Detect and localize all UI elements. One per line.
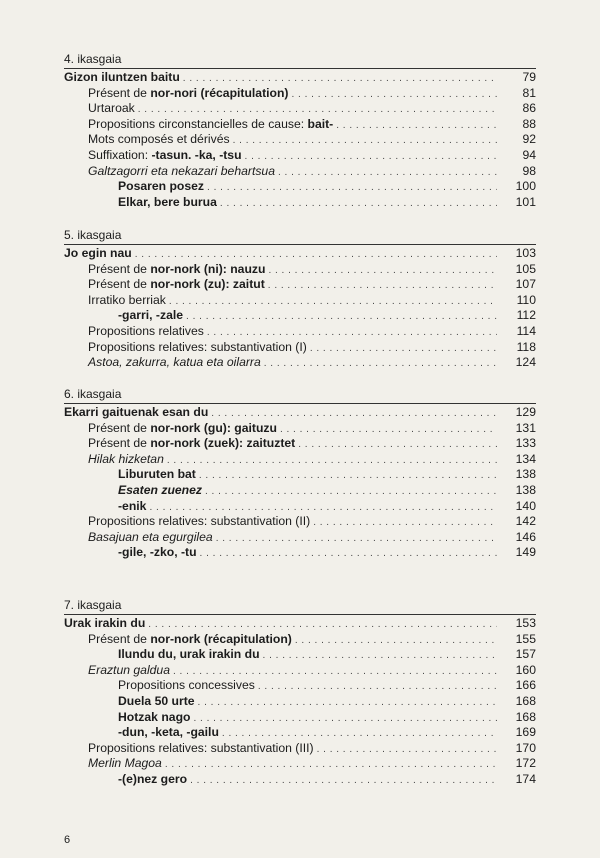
toc-page-number: 118 — [516, 339, 536, 354]
leader-dots — [233, 133, 497, 149]
toc-entry-text — [88, 421, 277, 437]
toc-page-number: 168 — [515, 709, 536, 724]
toc-lesson-title-row — [64, 244, 536, 262]
leader-dots — [295, 633, 497, 649]
toc-page-number: 153 — [515, 616, 536, 630]
leader-dots — [200, 546, 497, 562]
toc-section-5 — [64, 228, 536, 371]
toc-page-number: 134 — [515, 451, 536, 466]
toc-entry-text-part: Eraztun galdua — [88, 662, 170, 677]
toc-entry-row — [64, 355, 536, 371]
toc-lesson-title-row — [64, 68, 536, 86]
toc-entry-text — [88, 514, 310, 530]
leader-dots — [310, 341, 497, 357]
toc-entry-text — [64, 405, 208, 421]
toc-entry-row — [64, 164, 536, 180]
leader-dots — [169, 294, 497, 310]
toc-entry-row — [64, 710, 536, 726]
leader-dots — [149, 500, 497, 516]
toc-page-number: 110 — [516, 292, 536, 307]
toc-entry-text-part: nor-nork (récapitulation) — [150, 631, 292, 646]
toc-entry-row — [64, 647, 536, 663]
toc-entry-row — [64, 678, 536, 694]
toc-entry-text-part: Propositions relatives: substantivation (I) — [88, 339, 307, 354]
toc-page-number: 124 — [515, 355, 536, 370]
leader-dots — [205, 484, 497, 500]
leader-dots — [207, 180, 497, 196]
leader-dots — [165, 757, 497, 773]
toc-entry-row — [64, 262, 536, 278]
toc-page-number: 172 — [515, 756, 536, 771]
toc-entry-text-part: Hilak hizketan — [88, 451, 164, 466]
toc-entry-row — [64, 663, 536, 679]
leader-dots — [190, 773, 497, 789]
toc-entry-text-part: Liburuten bat — [118, 467, 196, 482]
toc-entry-row — [64, 195, 536, 211]
leader-dots — [220, 196, 497, 212]
toc-entry-row — [64, 324, 536, 340]
leader-dots — [280, 422, 497, 438]
toc-entry-text — [88, 86, 288, 102]
toc-entry-row — [64, 725, 536, 741]
toc-entry-text-part: Présent de — [88, 631, 151, 646]
toc-entry-text-part: Propositions concessives — [118, 678, 255, 693]
toc-entry-text-part: nor-nori (récapitulation) — [150, 85, 289, 100]
toc-entry-row — [64, 632, 536, 648]
leader-dots — [258, 679, 497, 695]
toc-entry-text-part: -enik — [118, 498, 147, 513]
toc-page-number: 131 — [515, 420, 536, 435]
toc-entry-text — [118, 647, 260, 663]
toc-entry-text-part: -gile, -zko, -tu — [118, 545, 197, 560]
toc-page-number: 88 — [522, 116, 536, 131]
toc-page-number: 138 — [515, 482, 536, 497]
toc-entry-text — [88, 632, 292, 648]
toc-page-number: 160 — [515, 662, 536, 677]
toc-entry-text — [64, 70, 180, 86]
toc-page-number: 169 — [515, 725, 536, 740]
toc-entry-text — [88, 452, 164, 468]
toc-entry-row — [64, 308, 536, 324]
toc-page-number: 107 — [515, 277, 536, 292]
toc-entry-text — [88, 164, 275, 180]
toc-entry-text-part: Présent de — [88, 261, 151, 276]
leader-dots — [216, 531, 497, 547]
toc-entry-text-part: Présent de — [88, 277, 151, 292]
toc-page-number: 114 — [516, 323, 536, 338]
toc-entry-row — [64, 148, 536, 164]
leader-dots — [138, 102, 497, 118]
toc-entry-text-part: -tasun. -ka, -tsu — [151, 147, 242, 162]
toc-entry-text — [118, 678, 255, 694]
toc-entry-text-part: Jo egin nau — [64, 246, 132, 260]
toc-entry-text-part: Mots composés et dérivés — [88, 132, 230, 147]
toc-entry-text-part: Urak irakin du — [64, 616, 146, 630]
toc-entry-text — [88, 101, 135, 117]
toc-entry-row — [64, 436, 536, 452]
toc-page-number: 170 — [515, 740, 536, 755]
lesson-label: 5. ikasgaia — [64, 228, 122, 242]
toc-entry-text-part: Propositions circonstancielles de cause: — [88, 116, 308, 131]
toc-page-number: 129 — [515, 405, 536, 419]
toc-section-6 — [64, 387, 536, 561]
toc-page-number: 138 — [515, 467, 536, 482]
toc-entry-text — [88, 117, 333, 133]
toc-entry-text — [88, 132, 230, 148]
toc-page-number: 81 — [522, 85, 536, 100]
toc-entry-text-part: Duela 50 urte — [118, 693, 195, 708]
toc-entry-row — [64, 340, 536, 356]
toc-page-number: 86 — [522, 101, 536, 116]
toc-lesson-title-row — [64, 614, 536, 632]
toc-entry-text-part: Présent de — [88, 85, 151, 100]
leader-dots — [148, 617, 497, 633]
toc-entry-text-part: Propositions relatives — [88, 323, 204, 338]
lesson-label: 6. ikasgaia — [64, 387, 122, 401]
toc-entry-text-part: Présent de — [88, 420, 151, 435]
toc-entry-row — [64, 179, 536, 195]
toc-entry-row — [64, 483, 536, 499]
toc-page-number: 92 — [522, 132, 536, 147]
toc-entry-text-part: -(e)nez gero — [118, 771, 188, 786]
toc-entry-row — [64, 694, 536, 710]
toc-entry-text-part: Ekarri gaituenak esan du — [64, 405, 209, 419]
leader-dots — [245, 149, 497, 165]
toc-page-number: 79 — [522, 70, 536, 84]
toc-entry-text-part: nor-nork (zu): zaitut — [150, 277, 265, 292]
toc-entry-text-part: Merlin Magoa — [88, 756, 162, 771]
toc-entry-row — [64, 756, 536, 772]
leader-dots — [207, 325, 497, 341]
toc-page-number: 142 — [515, 514, 536, 529]
toc-entry-row — [64, 514, 536, 530]
leader-dots — [211, 406, 497, 422]
toc-entry-text — [118, 710, 190, 726]
toc-page-number: 149 — [515, 545, 536, 560]
toc-entry-text — [88, 148, 242, 164]
toc-entry-text-part: Propositions relatives: substantivation (III) — [88, 740, 314, 755]
toc-entry-row — [64, 293, 536, 309]
leader-dots — [278, 165, 497, 181]
leader-dots — [291, 87, 497, 103]
toc-page-number: 140 — [515, 498, 536, 513]
toc-entry-text — [118, 499, 146, 515]
toc-entry-text — [88, 530, 213, 546]
toc-entry-text — [88, 293, 166, 309]
toc-entry-text-part: -garri, -zale — [118, 308, 184, 323]
toc-entry-row — [64, 132, 536, 148]
lesson-label: 4. ikasgaia — [64, 52, 122, 66]
toc-page-number: 155 — [515, 631, 536, 646]
toc-entry-row — [64, 545, 536, 561]
leader-dots — [264, 356, 497, 372]
toc-entry-text — [88, 741, 314, 757]
toc-entry-text — [64, 246, 132, 262]
leader-dots — [183, 71, 497, 87]
leader-dots — [167, 453, 497, 469]
toc-entry-text — [64, 616, 145, 632]
toc-entry-text — [118, 772, 187, 788]
toc-entry-text-part: Ilundu du, urak irakin du — [118, 647, 260, 662]
toc-entry-text-part: nor-nork (gu): gaituzu — [150, 420, 277, 435]
toc-page-number: 103 — [515, 246, 536, 260]
toc-lesson-title-row — [64, 403, 536, 421]
toc-entry-text-part: Présent de — [88, 436, 151, 451]
leader-dots — [198, 695, 497, 711]
toc-page-number: 98 — [522, 163, 536, 178]
toc-entry-text-part: Propositions relatives: substantivation (II) — [88, 514, 311, 529]
toc-entry-text — [118, 308, 183, 324]
toc-page-number: 174 — [515, 771, 536, 786]
toc-entry-text — [88, 324, 204, 340]
toc-entry-row — [64, 421, 536, 437]
toc-entry-row — [64, 499, 536, 515]
toc-page-number: 105 — [515, 261, 536, 276]
toc-entry-row — [64, 530, 536, 546]
toc-section-7 — [64, 598, 536, 788]
toc-entry-text-part: Irratiko berriak — [88, 292, 166, 307]
toc-entry-text-part: Elkar, bere burua — [118, 194, 217, 209]
leader-dots — [222, 726, 497, 742]
toc-page-number: 133 — [515, 436, 536, 451]
toc-entry-text — [88, 756, 162, 772]
leader-dots — [199, 468, 497, 484]
toc-entry-text-part: -dun, -keta, -gailu — [118, 725, 219, 740]
toc-entry-text — [88, 355, 261, 371]
toc-entry-text — [88, 663, 170, 679]
toc-entry-text — [118, 725, 219, 741]
toc-page-number: 168 — [515, 693, 536, 708]
leader-dots — [317, 742, 497, 758]
leader-dots — [268, 263, 497, 279]
toc-entry-text — [118, 195, 217, 211]
page-number: 6 — [64, 834, 71, 846]
toc-entry-text-part: bait- — [307, 116, 334, 131]
toc-entry-text — [88, 277, 265, 293]
toc-entry-text-part: nor-nork (ni): nauzu — [150, 261, 266, 276]
toc-entry-row — [64, 277, 536, 293]
toc-page-number: 166 — [515, 678, 536, 693]
toc-entry-text-part: Basajuan eta egurgilea — [88, 529, 213, 544]
toc-page-number: 146 — [515, 529, 536, 544]
toc-entry-text — [118, 545, 197, 561]
toc-entry-text — [88, 436, 295, 452]
toc-entry-text-part: Esaten zuenez — [118, 482, 202, 497]
leader-dots — [268, 278, 497, 294]
toc-entry-row — [64, 467, 536, 483]
lesson-label: 7. ikasgaia — [64, 598, 122, 612]
toc-entry-row — [64, 86, 536, 102]
toc-entry-row — [64, 772, 536, 788]
toc-entry-text — [88, 262, 265, 278]
toc-page-number: 100 — [515, 179, 536, 194]
toc-entry-text-part: Gizon iluntzen baitu — [64, 70, 180, 84]
toc-entry-text — [118, 467, 196, 483]
leader-dots — [135, 247, 497, 263]
toc-entry-row — [64, 101, 536, 117]
toc-page-number: 101 — [515, 194, 536, 209]
toc-entry-text-part: Suffixation: — [88, 147, 152, 162]
leader-dots — [336, 118, 497, 134]
leader-dots — [186, 309, 497, 325]
toc-entry-text — [88, 340, 307, 356]
toc-entry-text — [118, 694, 195, 710]
toc-page-number: 157 — [515, 647, 536, 662]
toc-section-4 — [64, 52, 536, 210]
toc-entry-row — [64, 117, 536, 133]
toc-entry-text-part: Urtaroak — [88, 101, 135, 116]
toc-page-number: 94 — [522, 147, 536, 162]
leader-dots — [298, 437, 497, 453]
toc-entry-text-part: Astoa, zakurra, katua eta oilarra — [88, 355, 261, 370]
leader-dots — [173, 664, 497, 680]
toc-entry-row — [64, 741, 536, 757]
leader-dots — [193, 711, 497, 727]
toc-page-number: 112 — [516, 308, 536, 323]
toc-entry-text-part: nor-nork (zuek): zaituztet — [150, 436, 296, 451]
leader-dots — [313, 515, 497, 531]
toc-entry-text-part: Hotzak nago — [118, 709, 191, 724]
toc-entry-text — [118, 179, 204, 195]
toc-entry-text-part: Galtzagorri eta nekazari behartsua — [88, 163, 275, 178]
leader-dots — [263, 648, 497, 664]
toc-entry-row — [64, 452, 536, 468]
toc-entry-text-part: Posaren posez — [118, 179, 205, 194]
toc-entry-text — [118, 483, 202, 499]
